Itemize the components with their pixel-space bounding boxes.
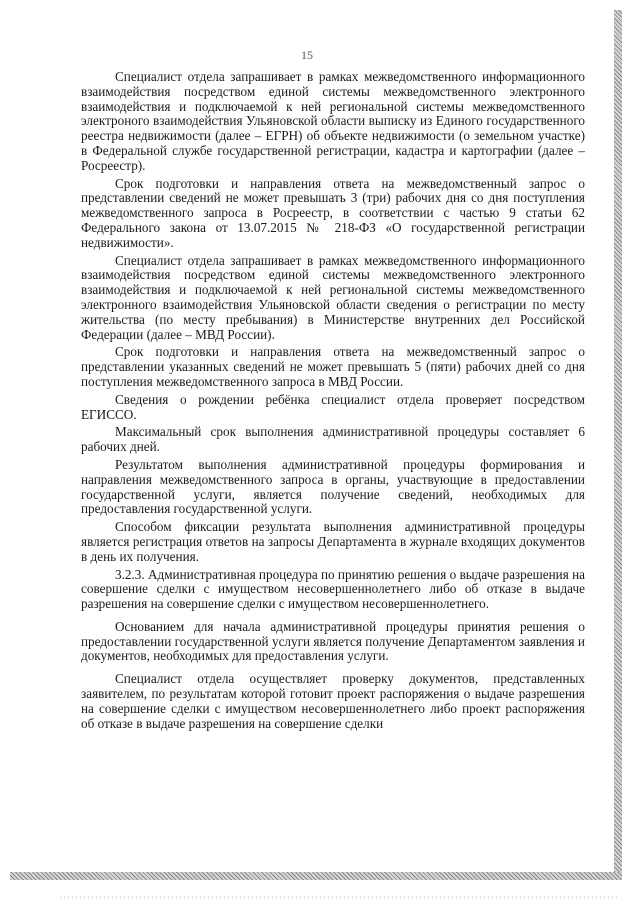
- paragraph-egrn-request: Специалист отдела запрашивает в рамках межведомственного информационного взаимодействия посредством единой системы межведомственного электронного взаимодействия и подключаемой к ней региональной системы межведомственного электроного взаимодействия Ульяновской области выписку из Единого государственного реестра недвижимости (далее – ЕГРН) об объекте недвижимости (о земельном участке) в Федеральной службе государственной регистрации, кадастра и картографии (далее – Росреестр).: [81, 69, 585, 173]
- paragraph-result: Результатом выполнения административной процедуры формирования и направления межведомственного запроса в органы, участвующие в предоставлении государственной услуги, является получение сведений, необходимых для предоставления государственной услуги.: [81, 456, 585, 517]
- paragraph-document-check: Специалист отдела осуществляет проверку документов, представленных заявителем, по результатам которой готовит проект распоряжения о выдаче разрешения на совершение сделки с имуществом несовершеннолетнего либо проект распоряжения об отказе в выдаче разрешения на совершение сделки: [81, 671, 585, 731]
- paragraph-max-term: Максимальный срок выполнения административной процедуры составляет 6 рабочих дней.: [81, 424, 585, 455]
- scan-artifact-line: [60, 896, 620, 899]
- page-number: 15: [301, 48, 313, 62]
- paragraph-section-3-2-3: 3.2.3. Административная процедура по принятию решения о выдаче разрешения на совершение сделки с имуществом несовершеннолетнего либо об отказе в выдаче разрешения на совершение сделки с имуществом несовершеннолетнего.: [81, 566, 585, 612]
- document-body: [81, 70, 585, 734]
- paragraph-fixation: Способом фиксации результата выполнения административной процедуры является регистрация ответов на запросы Департамента в журнале входящих документов в день их получения.: [81, 519, 585, 564]
- page-shadow-right: [614, 10, 622, 880]
- paragraph-birth-check: Сведения о рождении ребёнка специалист отдела проверяет посредством ЕГИССО.: [81, 391, 585, 422]
- paragraph-egrn-deadline: Срок подготовки и направления ответа на межведомственный запрос о представлении сведений не может превышать 3 (три) рабочих дня со дня поступления межведомственного запроса в Росреестр, в соответствии с частью 9 статьи 62 Федерального закона от 13.07.2015 № 218-ФЗ «О государственной регистрации недвижимости».: [81, 175, 585, 250]
- page-shadow-bottom: [10, 872, 622, 880]
- paragraph-mvd-deadline: Срок подготовки и направления ответа на межведомственный запрос о представлении указанных сведений не может превышать 5 (пяти) рабочих дней со дня поступления межведомственного запроса в МВД России.: [81, 344, 585, 389]
- paragraph-mvd-request: Специалист отдела запрашивает в рамках межведомственного информационного взаимодействия посредством единой системы межведомственного электронного взаимодействия и подключаемой к ней региональной системы межведомственного электронного взаимодействия Ульяновской области сведения о регистрации по месту жительства (по месту пребывания) в Министерстве внутренних дел Российской Федерации (далее – МВД России).: [81, 252, 585, 342]
- paragraph-basis: Основанием для начала административной процедуры принятия решения о предоставлении государственной услуги является получение Департаментом заявления и документов, необходимых для предоставления услуги.: [81, 618, 585, 664]
